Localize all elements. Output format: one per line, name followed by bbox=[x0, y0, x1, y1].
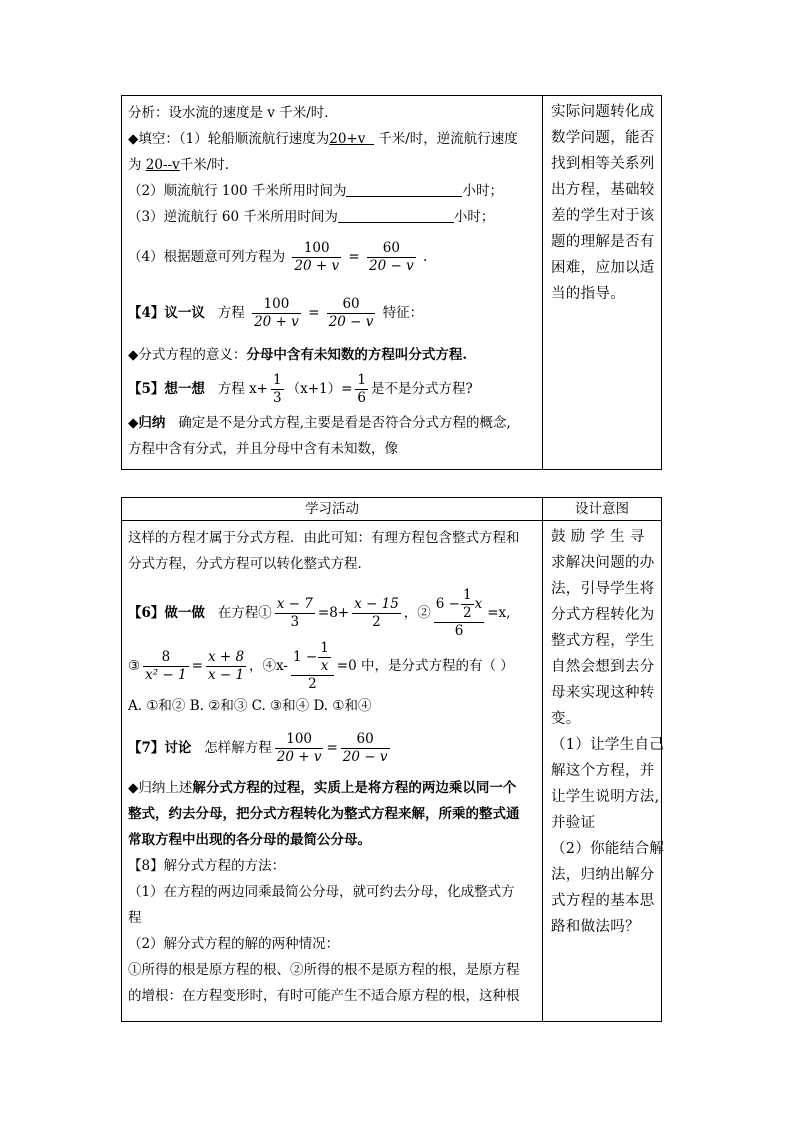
section-4: 【4】议一议 方程 $\frac{100}{20 + v}$ = $\frac{60}{20 - v}$ 特征： bbox=[128, 296, 424, 330]
fraction: $\frac{8}{\text{x² − 1}}$ bbox=[145, 649, 187, 683]
method-3b: 的增根：在方程变形时，有时可能产生不适合原方程的根，这种根 bbox=[128, 988, 520, 1004]
intent-line: 整式方程，学生 bbox=[551, 633, 655, 649]
summary-line-1: ◆归纳 确定是不是分式方程,主要是看是否符合分式方程的概念, bbox=[128, 415, 511, 431]
section-tag: 【7】讨论 bbox=[128, 740, 192, 756]
method-title: 【8】解分式方程的方法： bbox=[128, 858, 286, 874]
fraction: $\frac{x - 15}{2}$ bbox=[354, 596, 399, 630]
section-tag: 【6】做一做 bbox=[128, 605, 205, 621]
intent-line: 分式方程转化为 bbox=[551, 607, 655, 623]
section-5: 【5】想一想 方程 x+ $\frac{1}{3}$ （x+1）= $\frac{1}{6}$ 是不是分式方程? bbox=[128, 372, 473, 406]
conclusion-line-2: 整式，约去分母，把分式方程转化为整式方程来解，所乘的整式通 bbox=[128, 806, 520, 822]
section-7: 【7】讨论 怎样解方程 $\frac{100}{20 + v}$ = $\frac{60}{20 - v}$ bbox=[128, 731, 388, 765]
intent-cell bbox=[543, 96, 662, 470]
intent-line: 法，归纳出解分 bbox=[551, 867, 655, 883]
fill-answer-1: 20+v bbox=[329, 131, 366, 147]
lesson-table-1 bbox=[121, 95, 662, 470]
section-6: 【6】做一做 在方程① $\frac{x - 7}{3}$ =8+ $\frac{x - 15}{2}$ ，② 6 − $\frac{1}{2}$ x 6 =x, bbox=[128, 587, 511, 639]
intent-line: 实际问题转化成 bbox=[551, 104, 655, 120]
intent-line: 当的指导。 bbox=[551, 286, 625, 302]
lesson-table-2 bbox=[121, 497, 665, 1022]
intent-line: 找到相等关系列 bbox=[551, 156, 655, 172]
method-2: （2）解分式方程的解的两种情况： bbox=[128, 936, 340, 952]
section-tag: 【4】议一议 bbox=[128, 305, 205, 321]
activity-cell bbox=[122, 96, 543, 470]
intent-line: （1）让学生自己 bbox=[551, 737, 665, 753]
compound-fraction: 1 − $\frac{1}{x}$ 2 bbox=[291, 640, 334, 693]
fill-line-2: 为 20--v千米/时． bbox=[128, 157, 239, 173]
compound-fraction: 6 − $\frac{1}{2}$ x 6 bbox=[435, 587, 483, 639]
intent-text bbox=[543, 96, 661, 307]
fill-answer-2: 20--v bbox=[145, 157, 180, 173]
question-4: （4）根据题意可列方程为 $\frac{100}{20 + v}$ = $\frac{60}{20 - v}$ . bbox=[128, 240, 428, 274]
intent-line: 出方程，基础较 bbox=[551, 182, 655, 198]
section-tag: 【5】想一想 bbox=[128, 381, 205, 397]
intent-line: 法，引导学生将 bbox=[551, 581, 655, 597]
summary-line-2: 方程中含有分式，并且分母中含有未知数，像 bbox=[128, 441, 398, 457]
conclusion-line-1: ◆归纳上述解分式方程的过程，实质上是将方程的两边乘以同一个 bbox=[128, 780, 517, 796]
intent-text bbox=[543, 521, 665, 940]
intent-line: 差的学生对于该 bbox=[551, 208, 655, 224]
fraction: $\frac{60}{20 - v}$ bbox=[369, 240, 414, 274]
intro-line-2: 分式方程，分式方程可以转化整式方程． bbox=[128, 556, 371, 572]
answer-blank bbox=[338, 208, 454, 223]
intent-cell bbox=[543, 521, 665, 1022]
intent-line: 题的理解是否有 bbox=[551, 234, 655, 250]
activity-cell bbox=[122, 521, 543, 1022]
intent-line: 母来实现这种转 bbox=[551, 685, 655, 701]
intent-line: （2）你能结合解 bbox=[551, 841, 665, 857]
section-6-cont: ③ $\frac{8}{\text{x² − 1}}$ = $\frac{x + 8}{x - 1}$ ，④x- 1 − $\frac{1}{x}$ 2 =0 中，是分式方程的有（ ） bbox=[128, 640, 514, 692]
choice-options: A. ①和② B. ②和③ C. ③和④ D. ①和④ bbox=[128, 698, 372, 714]
fraction: $\frac{x + 8}{x - 1}$ bbox=[207, 649, 245, 683]
intent-line: 数学问题，能否 bbox=[551, 130, 655, 146]
fraction: $\frac{100}{20 + v}$ bbox=[254, 296, 299, 330]
intent-line: 式方程的基本思 bbox=[551, 893, 655, 909]
intent-line: 困难，应加以适 bbox=[551, 260, 655, 276]
fraction: $\frac{100}{20 + v}$ bbox=[294, 240, 340, 274]
fraction: $\frac{100}{20 + v}$ bbox=[276, 731, 322, 765]
intent-line: 并验证 bbox=[551, 815, 596, 831]
intent-line: 求解决问题的办 bbox=[551, 555, 655, 571]
intro-line-1: 这样的方程才属于分式方程．由此可知：有理方程包含整式方程和 bbox=[128, 530, 520, 546]
answer-blank bbox=[346, 182, 462, 197]
method-3a: ①所得的根是原方程的根、②所得的根不是原方程的根，是原方程 bbox=[128, 962, 520, 978]
fraction: $\frac{1}{3}$ bbox=[273, 372, 282, 406]
question-2: （2）顺流航行 100 千米所用时间为 小时； bbox=[128, 183, 503, 199]
method-1b: 程 bbox=[128, 910, 142, 926]
fraction: $\frac{1}{6}$ bbox=[357, 372, 367, 406]
intent-line: 自然会想到去分 bbox=[551, 659, 655, 675]
intent-line: 变。 bbox=[551, 711, 581, 727]
fraction: $\frac{60}{20 - v}$ bbox=[328, 296, 374, 330]
method-1a: （1）在方程的两边同乘最简公分母，就可约去分母，化成整式方 bbox=[128, 884, 515, 900]
fill-line-1: ◆填空：（1）轮船顺流航行速度为20+v 千米/时，逆流航行速度 bbox=[128, 131, 518, 147]
question-3: （3）逆流航行 60 千米所用时间为 小时； bbox=[128, 209, 495, 225]
fraction: $\frac{60}{20 - v}$ bbox=[342, 731, 388, 765]
fraction: $\frac{x - 7}{3}$ bbox=[276, 596, 313, 630]
intent-line: 鼓 励 学 生 寻 bbox=[551, 529, 645, 545]
intent-line: 路和做法吗？ bbox=[551, 919, 640, 935]
intent-line: 让学生说明方法, bbox=[551, 789, 660, 805]
analysis-line: 分析：设水流的速度是 v 千米/时． bbox=[128, 105, 338, 121]
conclusion-line-3: 常取方程中出现的各分母的最简公分母。 bbox=[128, 832, 371, 848]
intent-line: 解这个方程，并 bbox=[551, 763, 655, 779]
header-activity: 学习活动 bbox=[122, 498, 543, 521]
header-intent: 设计意图 bbox=[543, 498, 662, 521]
definition-line: ◆分式方程的意义：分母中含有未知数的方程叫分式方程. bbox=[128, 347, 468, 363]
